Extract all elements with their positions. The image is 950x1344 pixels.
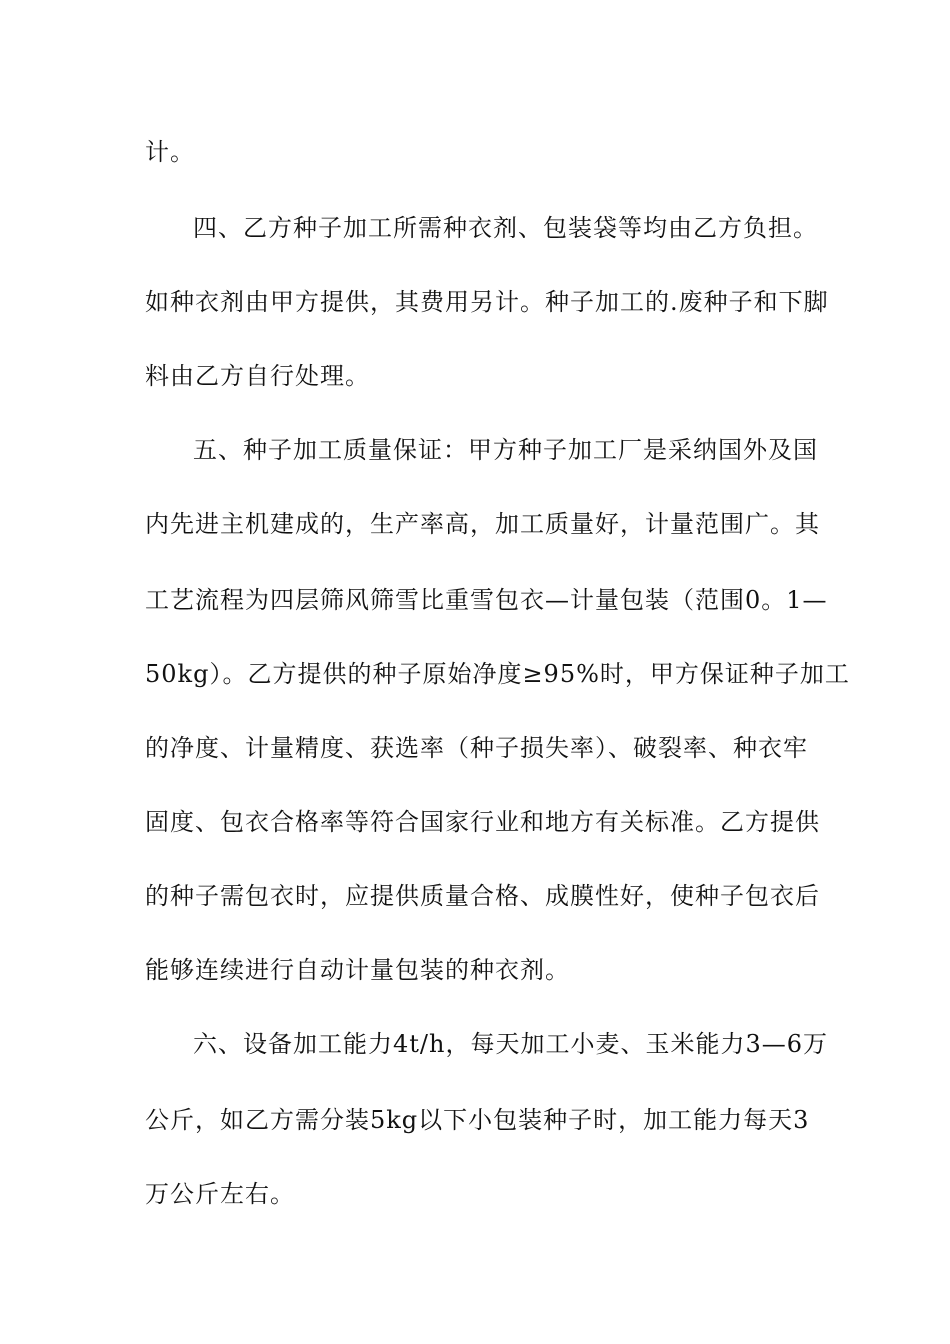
paragraph-five-start: 五、种子加工质量保证：甲方种子加工厂是采纳国外及国 [193, 436, 818, 464]
text-line: 公斤，如乙方需分装5kg以下小包装种子时，加工能力每天3 [145, 1106, 810, 1134]
text-line: 固度、包衣合格率等符合国家行业和地方有关标准。乙方提供 [145, 808, 820, 836]
text-line: 万公斤左右。 [145, 1180, 295, 1208]
text-line: 的净度、计量精度、获选率（种子损失率）、破裂率、种衣牢 [145, 734, 808, 762]
text-line: 内先进主机建成的，生产率高，加工质量好，计量范围广。其 [145, 510, 820, 538]
text-line: 计。 [145, 138, 195, 166]
text-line: 工艺流程为四层筛风筛雪比重雪包衣—计量包装（范围0。1— [145, 586, 828, 614]
paragraph-four-start: 四、乙方种子加工所需种衣剂、包装袋等均由乙方负担。 [193, 214, 818, 242]
text-line: 如种衣剂由甲方提供，其费用另计。种子加工的.废种子和下脚 [145, 288, 829, 316]
paragraph-six-start: 六、设备加工能力4t/h，每天加工小麦、玉米能力3—6万 [193, 1030, 828, 1058]
text-line: 的种子需包衣时，应提供质量合格、成膜性好，使种子包衣后 [145, 882, 820, 910]
text-line: 能够连续进行自动计量包装的种衣剂。 [145, 956, 570, 984]
text-line: 料由乙方自行处理。 [145, 362, 370, 390]
text-line: 50kg）。乙方提供的种子原始净度≥95%时，甲方保证种子加工 [145, 660, 850, 688]
